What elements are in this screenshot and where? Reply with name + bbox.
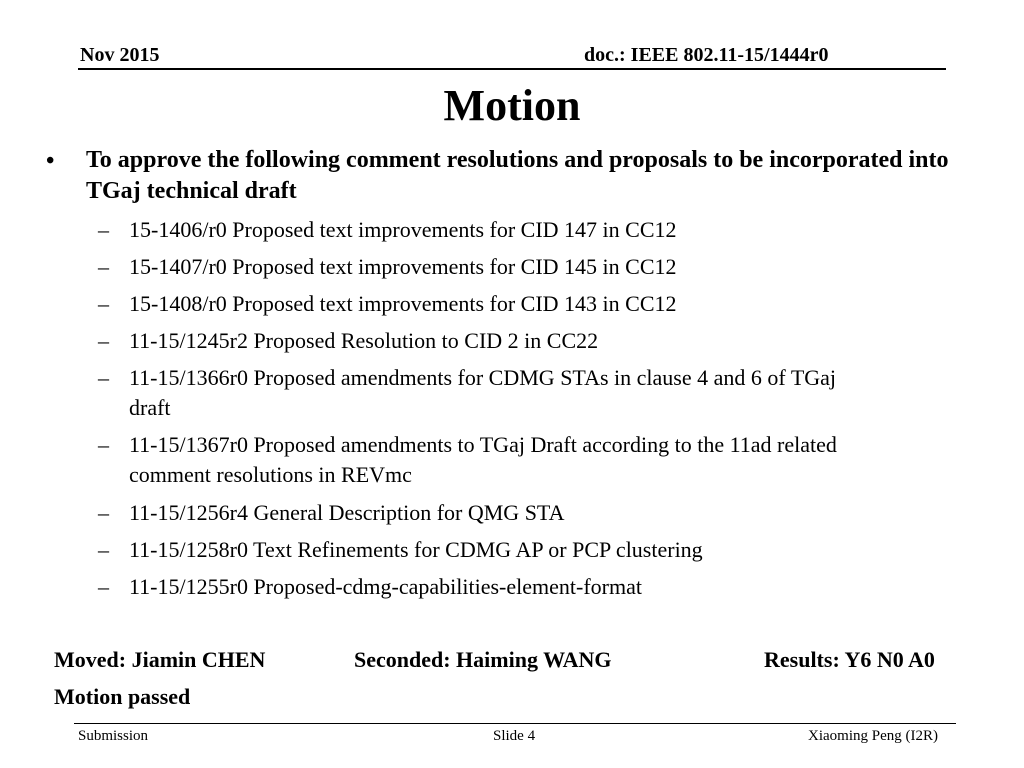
seconded-by: Seconded: Haiming WANG: [354, 647, 612, 672]
dash-marker: –: [98, 217, 109, 242]
dash-marker: –: [98, 365, 109, 390]
dash-marker: –: [98, 432, 109, 457]
header-date: Nov 2015: [80, 44, 160, 66]
list-item: [0, 363, 1024, 423]
header-divider: [78, 68, 946, 70]
footer-author: Xiaoming Peng (I2R): [808, 728, 938, 744]
list-item-text: 15-1406/r0 Proposed text improvements for CID 147 in CC12: [129, 217, 677, 242]
list-item-text: 15-1407/r0 Proposed text improvements for CID 145 in CC12: [129, 254, 677, 279]
list-item-text: 11-15/1256r4 General Description for QMG STA: [129, 500, 565, 525]
moved-by: Moved: Jiamin CHEN: [54, 647, 266, 672]
dash-marker: –: [98, 254, 109, 279]
vote-results: Results: Y6 N0 A0: [764, 647, 935, 672]
list-item-text-continued: comment resolutions in REVmc: [129, 462, 412, 487]
dash-marker: –: [98, 328, 109, 353]
list-item-text: 11-15/1255r0 Proposed-cdmg-capabilities-element-format: [129, 574, 642, 599]
footer-divider: [74, 723, 956, 724]
dash-marker: –: [98, 291, 109, 316]
main-bullet-text: To approve the following comment resolutions and proposals to be incorporated into TGaj technical draft: [86, 147, 949, 204]
list-item-text: 11-15/1366r0 Proposed amendments for CDMG STAs in clause 4 and 6 of TGaj: [129, 365, 837, 390]
footer-slide-number: Slide 4: [493, 728, 536, 744]
list-item-text: 11-15/1367r0 Proposed amendments to TGaj Draft according to the 11ad related: [129, 432, 837, 457]
list-item-text: 15-1408/r0 Proposed text improvements for CID 143 in CC12: [129, 291, 677, 316]
list-item-text: 11-15/1258r0 Text Refinements for CDMG AP or PCP clustering: [129, 537, 703, 562]
list-item-text: 11-15/1245r2 Proposed Resolution to CID 2 in CC22: [129, 328, 599, 353]
footer-submission: Submission: [78, 728, 149, 744]
dash-marker: –: [98, 574, 109, 599]
header-doc-id: doc.: IEEE 802.11-15/1444r0: [584, 44, 829, 66]
bullet-marker: •: [46, 148, 55, 174]
slide-title: Motion: [443, 81, 581, 130]
list-item: [0, 430, 1024, 490]
dash-marker: –: [98, 537, 109, 562]
list-item-text-continued: draft: [129, 395, 171, 420]
motion-status: Motion passed: [54, 684, 191, 709]
dash-marker: –: [98, 500, 109, 525]
